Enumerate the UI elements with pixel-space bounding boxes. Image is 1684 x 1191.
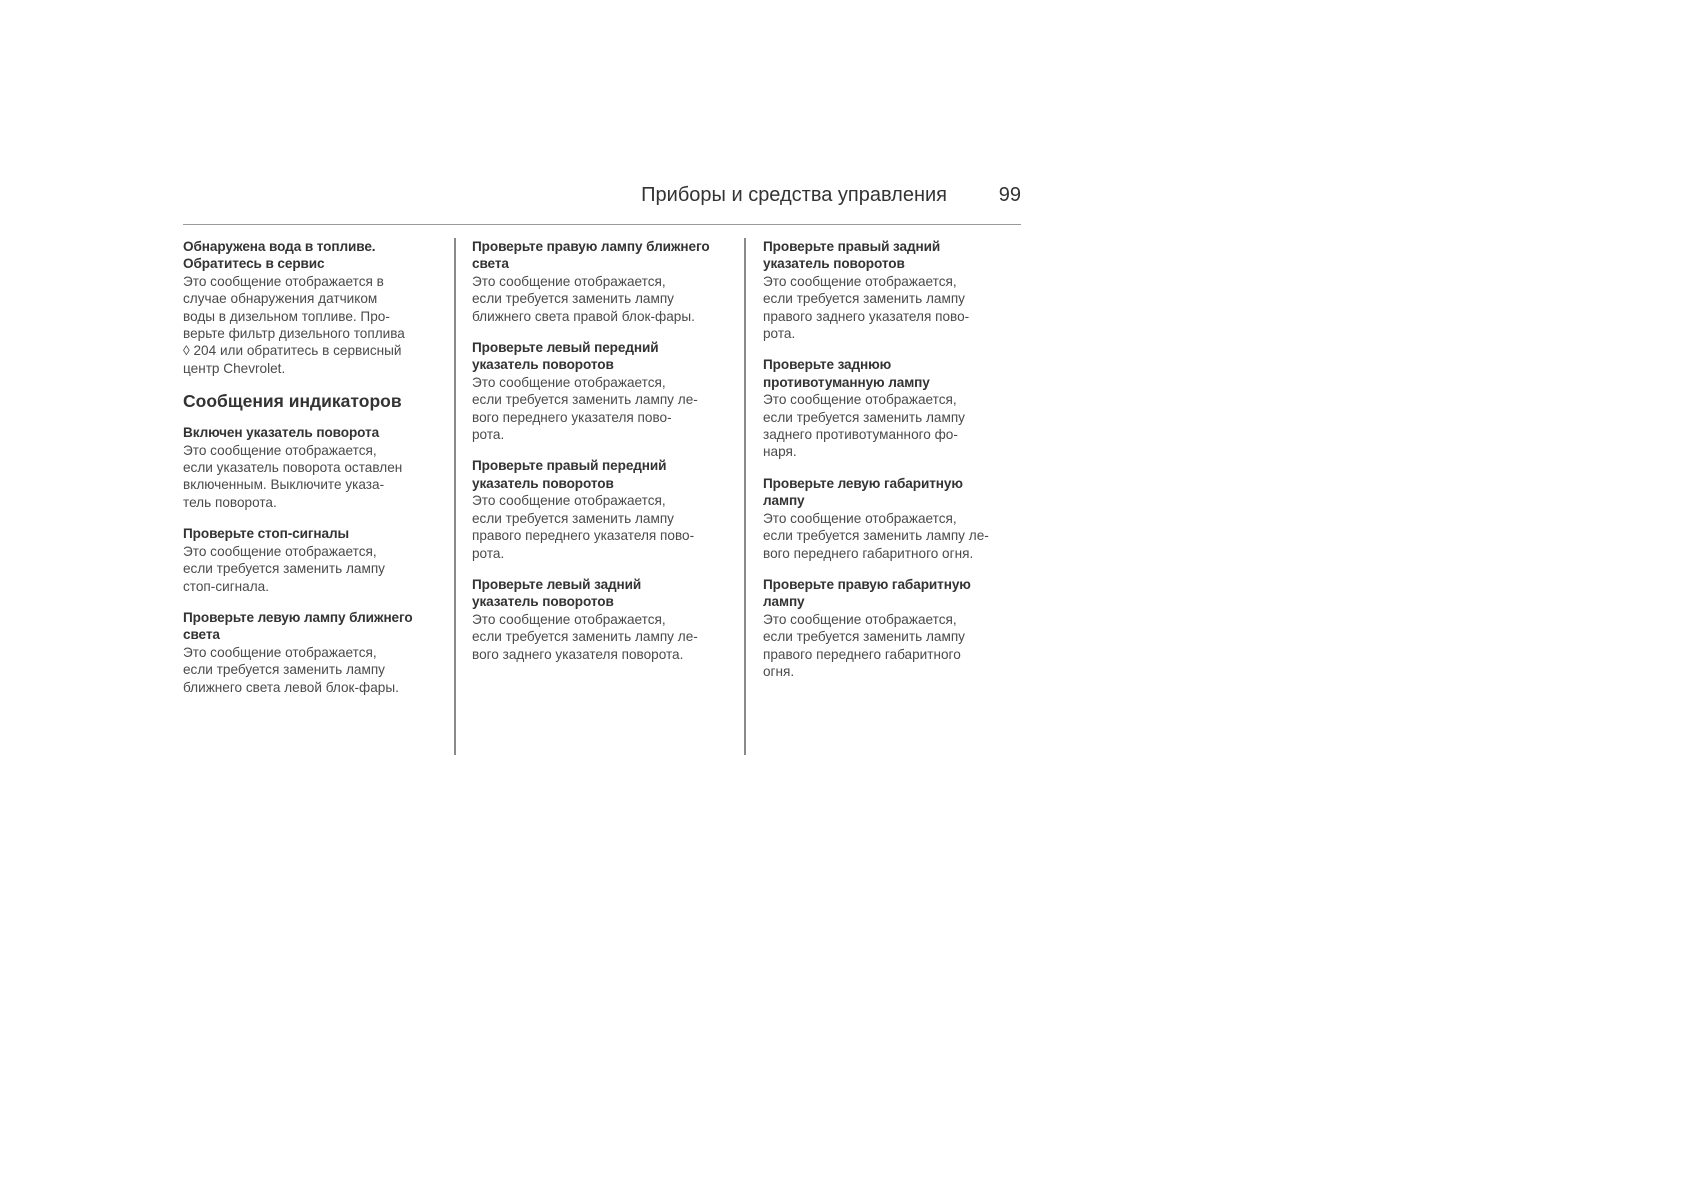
message-body: Это сообщение отображается, если требуется заменить лампу ближнего света правой блок-фары. — [472, 273, 695, 324]
message-body: Это сообщение отображается в случае обнаружения датчиком воды в дизельном топливе. Про- верьте фильтр дизельного топлива ◊ 204 или обратитесь в сервисный центр Chevrolet. — [183, 273, 405, 376]
message-title: Проверьте левую габаритную лампу — [763, 475, 963, 509]
message-body: Это сообщение отображается, если требуется заменить лампу ле- вого переднего указателя пово- рота. — [472, 374, 698, 443]
column-3 — [763, 238, 1021, 694]
message-title: Проверьте правый задний указатель поворотов — [763, 239, 941, 272]
column-2 — [472, 238, 730, 677]
message-body: Это сообщение отображается, если требуется заменить лампу ле- вого заднего указателя поворота. — [472, 611, 698, 662]
message-entry — [472, 339, 730, 443]
message-title: Проверьте левый передний указатель поворотов — [472, 340, 659, 373]
page-number: 99 — [998, 184, 1021, 206]
column-divider — [744, 238, 746, 755]
message-entry — [472, 238, 730, 325]
message-entry — [763, 356, 1021, 460]
message-title: Проверьте заднюю противотуманную лампу — [763, 357, 930, 390]
message-title: Проверьте правую лампу ближнего света — [472, 239, 710, 272]
message-body: Это сообщение отображается, если требуется заменить лампу правого заднего указателя пово- рота. — [763, 273, 970, 342]
message-entry — [183, 424, 441, 511]
section-heading: Сообщения индикаторов — [183, 391, 402, 412]
message-entry — [183, 525, 441, 595]
message-entry — [763, 238, 1021, 342]
column-1 — [183, 238, 441, 710]
message-body: Это сообщение отображается, если требуется заменить лампу правого переднего габаритного огня. — [763, 611, 965, 679]
message-entry — [763, 576, 1021, 680]
message-body: Это сообщение отображается, если требуется заменить лампу ле- вого переднего габаритного огня. — [763, 510, 989, 561]
message-title: Проверьте левый задний указатель поворотов — [472, 576, 642, 610]
message-entry — [472, 576, 730, 663]
message-body: Это сообщение отображается, если требуется заменить лампу стоп-сигнала. — [183, 543, 385, 594]
message-body: Это сообщение отображается, если требуется заменить лампу заднего противотуманного фо- наря. — [763, 392, 965, 460]
message-title: Включен указатель поворота — [183, 425, 380, 441]
message-body: Это сообщение отображается, если требуется заменить лампу правого переднего указателя пово- рота. — [472, 493, 695, 561]
message-title: Проверьте правый передний указатель поворотов — [472, 458, 667, 491]
message-title: Проверьте правую габаритную лампу — [763, 576, 971, 610]
message-entry — [183, 609, 441, 696]
message-entry — [763, 475, 1021, 562]
message-body: Это сообщение отображается, если указатель поворота оставлен включенным. Выключите указа- тель поворота. — [183, 442, 403, 510]
message-title: Проверьте левую лампу ближнего света — [183, 609, 413, 643]
column-divider — [454, 238, 456, 755]
message-title: Проверьте стоп-сигналы — [183, 526, 350, 542]
message-body: Это сообщение отображается, если требуется заменить лампу ближнего света левой блок-фары. — [183, 644, 399, 695]
page-header — [183, 180, 1021, 225]
message-entry — [472, 457, 730, 561]
header-title: Приборы и средства управления — [641, 184, 947, 206]
message-entry — [183, 238, 441, 377]
message-title: Обнаружена вода в топливе. Обратитесь в сервис — [183, 239, 376, 272]
